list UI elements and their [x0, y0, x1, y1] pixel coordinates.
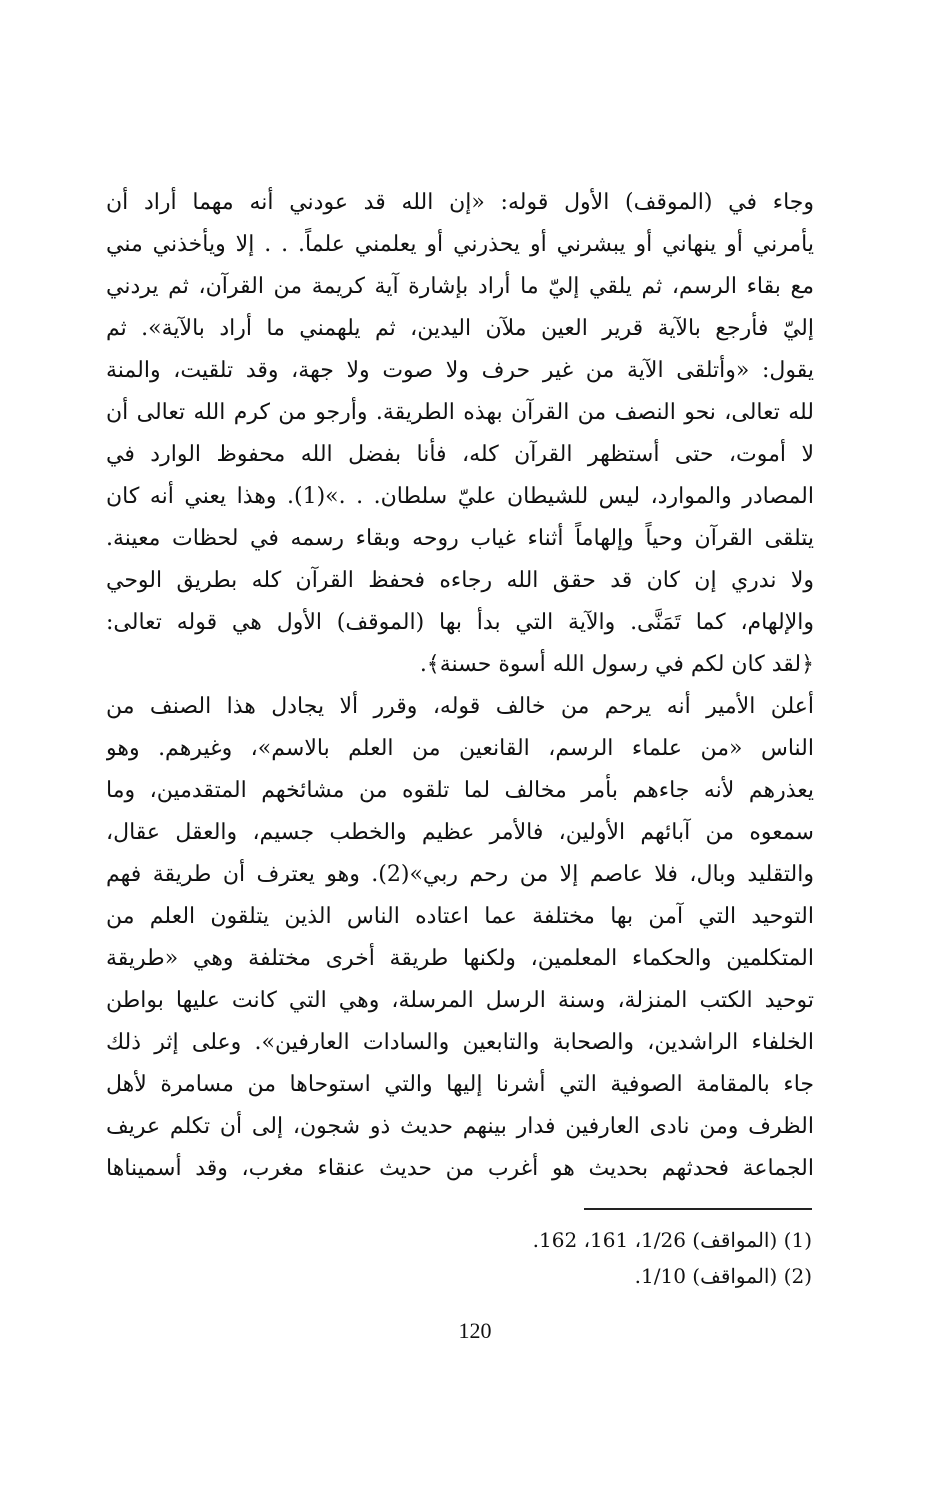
paragraph-2: [106, 686, 814, 1190]
text-line: والإلهام، كما تَمَنَّى. والآية التي بدأ بها (الموقف) الأول هي قوله تعالى:: [106, 610, 814, 635]
text-line: ولا ندري إن كان قد حقق الله رجاءه فحفظ القرآن كله بطريق الوحي: [106, 568, 814, 593]
text-line: والتقليد وبال، فلا عاصم إلا من رحم ربي»(2). وهو يعترف أن طريقة فهم: [106, 862, 814, 887]
page-number: 120: [458, 1318, 492, 1343]
text-line: سمعوه من آبائهم الأولين، فالأمر عظيم والخطب جسيم، والعقل عقال،: [106, 820, 814, 845]
text-line: لا أموت، حتى أستظهر القرآن كله، فأنا بفضل الله محفوظ الوارد في: [106, 442, 814, 467]
footnote-separator: [584, 1208, 812, 1210]
footnote-1: (1) (المواقف) 1/26، 161، 162.: [532, 1228, 812, 1252]
text-line: المصادر والموارد، ليس للشيطان عليّ سلطان. . .»(1). وهذا يعني أنه كان: [106, 484, 814, 509]
text-line: الظرف ومن نادى العارفين فدار بينهم حديث ذو شجون، إلى أن تكلم عريف: [106, 1114, 814, 1139]
text-line: يأمرني أو ينهاني أو يبشرني أو يحذرني أو يعلمني علماً. . . إلا ويأخذني مني: [106, 232, 814, 257]
text-line: لله تعالى، نحو النصف من القرآن بهذه الطريقة. وأرجو من كرم الله تعالى أن: [106, 400, 814, 425]
text-line: يتلقى القرآن وحياً وإلهاماً أثناء غياب روحه وبقاء رسمه في لحظات معينة.: [106, 526, 814, 551]
text-line: أعلن الأمير أنه يرحم من خالف قوله، وقرر ألا يجادل هذا الصنف من: [106, 694, 814, 719]
text-line: يقول: «وأتلقى الآية من غير حرف ولا صوت ولا جهة، وقد تلقيت، والمنة: [106, 358, 814, 383]
text-line: التوحيد التي آمن بها مختلفة عما اعتاده الناس الذين يتلقون العلم من: [106, 904, 814, 929]
footnote-2: (2) (المواقف) 1/10.: [634, 1264, 812, 1288]
text-line: الخلفاء الراشدين، والصحابة والتابعين والسادات العارفين». وعلى إثر ذلك: [106, 1030, 814, 1055]
text-line: وجاء في (الموقف) الأول قوله: «إن الله قد عودني أنه مهما أراد أن: [106, 190, 814, 215]
paragraph-1: [106, 182, 814, 686]
text-line: الناس «من علماء الرسم، القانعين من العلم بالاسم»، وغيرهم. وهو: [106, 736, 814, 761]
text-line: المتكلمين والحكماء المعلمين، ولكنها طريقة أخرى مختلفة وهي «طريقة: [106, 946, 814, 971]
text-line: إليّ فأرجع بالآية قرير العين ملآن اليدين، ثم يلهمني ما أراد بالآية». ثم: [106, 316, 814, 341]
text-line: ﴿لقد كان لكم في رسول الله أسوة حسنة﴾.: [419, 652, 814, 677]
text-line: يعذرهم لأنه جاءهم بأمر مخالف لما تلقوه من مشائخهم المتقدمين، وما: [106, 778, 814, 803]
text-line: مع بقاء الرسم، ثم يلقي إليّ ما أراد بإشارة آية كريمة من القرآن، ثم يردني: [106, 274, 814, 299]
text-line: توحيد الكتب المنزلة، وسنة الرسل المرسلة، وهي التي كانت عليها بواطن: [106, 988, 814, 1013]
footnotes: [400, 1222, 812, 1294]
text-line: جاء بالمقامة الصوفية التي أشرنا إليها والتي استوحاها من مسامرة لأهل: [106, 1072, 814, 1097]
text-line: الجماعة فحدثهم بحديث هو أغرب من حديث عنقاء مغرب، وقد أسميناها: [106, 1156, 814, 1181]
